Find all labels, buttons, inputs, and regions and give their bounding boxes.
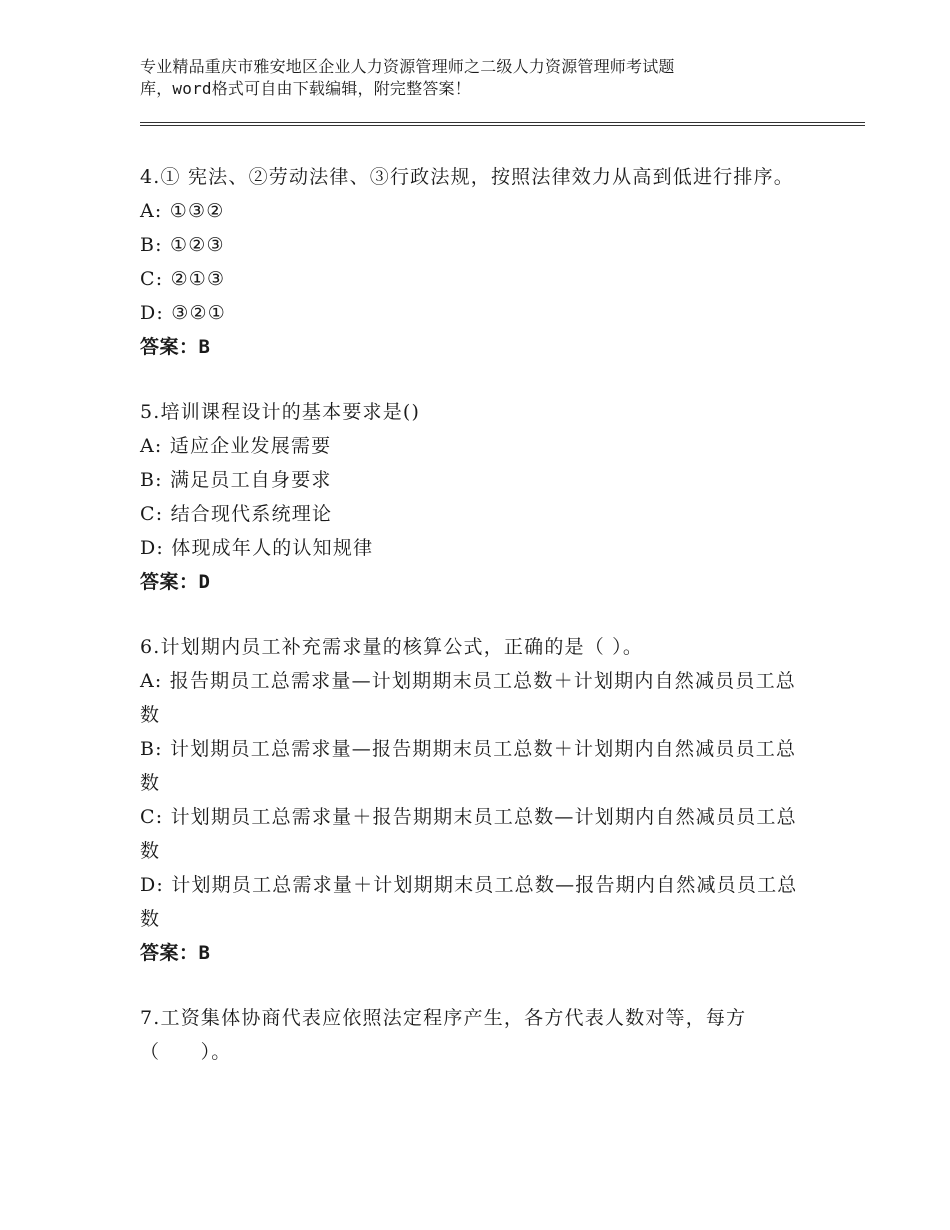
option-c: C: 结合现代系统理论 bbox=[140, 503, 333, 525]
header-divider-bottom bbox=[140, 125, 865, 126]
question-stem: 6.计划期内员工补充需求量的核算公式，正确的是（ ）。 bbox=[140, 636, 644, 658]
question-5 bbox=[140, 395, 810, 599]
option-d: D: ③②① bbox=[140, 302, 226, 324]
option-d: D: 体现成年人的认知规律 bbox=[140, 537, 374, 559]
option-c: C: ②①③ bbox=[140, 268, 226, 290]
header-line-2: 库，word格式可自由下载编辑，附完整答案！ bbox=[140, 79, 471, 98]
option-d: D: 计划期员工总需求量＋计划期期末员工总数—报告期内自然减员员工总数 bbox=[140, 874, 798, 930]
option-b: B: 计划期员工总需求量—报告期期末员工总数＋计划期内自然减员员工总数 bbox=[140, 738, 797, 794]
document-header bbox=[140, 56, 780, 100]
question-4 bbox=[140, 160, 810, 364]
question-stem: 4.① 宪法、②劳动法律、③行政法规，按照法律效力从高到低进行排序。 bbox=[140, 166, 794, 188]
question-7 bbox=[140, 1001, 810, 1069]
option-a: A: 报告期员工总需求量—计划期期末员工总数＋计划期内自然减员员工总数 bbox=[140, 670, 796, 726]
option-b: B: 满足员工自身要求 bbox=[140, 469, 332, 491]
header-divider-top bbox=[140, 122, 865, 123]
answer-label: 答案：B bbox=[140, 336, 211, 358]
option-a: A: 适应企业发展需要 bbox=[140, 435, 332, 457]
question-stem: 7.工资集体协商代表应依照法定程序产生，各方代表人数对等，每方（ ）。 bbox=[140, 1007, 747, 1063]
option-b: B: ①②③ bbox=[140, 234, 225, 256]
answer-label: 答案：B bbox=[140, 942, 211, 964]
question-stem: 5.培训课程设计的基本要求是() bbox=[140, 401, 421, 423]
option-a: A: ①③② bbox=[140, 200, 225, 222]
question-6 bbox=[140, 630, 810, 970]
option-c: C: 计划期员工总需求量＋报告期期末员工总数—计划期内自然减员员工总数 bbox=[140, 806, 797, 862]
header-line-1: 专业精品重庆市雅安地区企业人力资源管理师之二级人力资源管理师考试题 bbox=[140, 57, 675, 76]
answer-label: 答案：D bbox=[140, 571, 211, 593]
question-list bbox=[140, 160, 810, 1100]
